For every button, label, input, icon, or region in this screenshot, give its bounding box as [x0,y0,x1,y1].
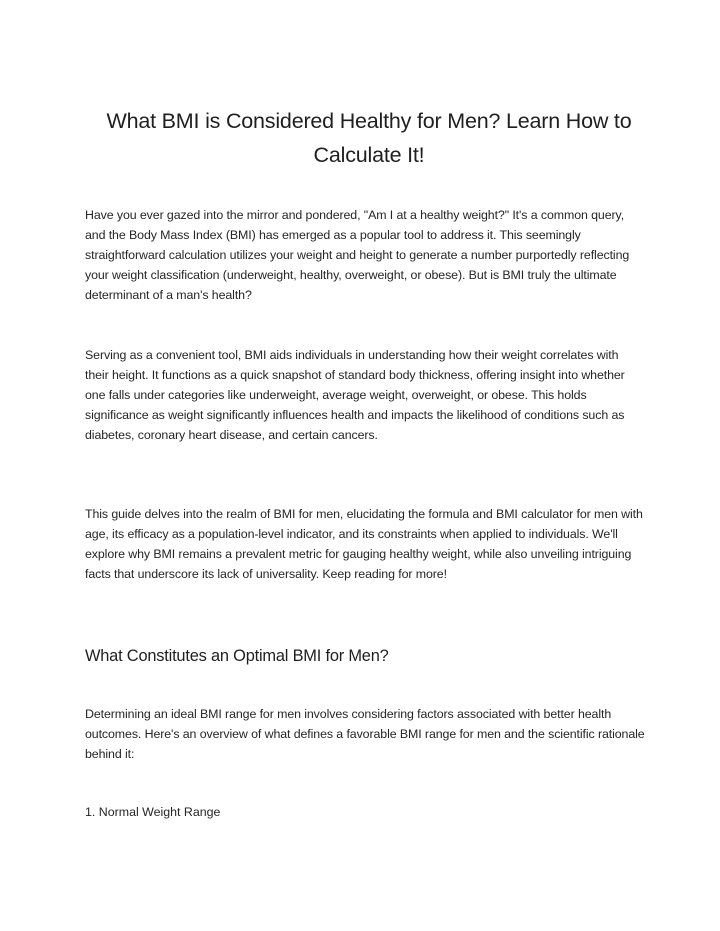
section-heading: What Constitutes an Optimal BMI for Men? [85,647,389,665]
document-title: What BMI is Considered Healthy for Men? Learn How to Calculate It! [106,109,632,167]
intro-paragraph: Have you ever gazed into the mirror and pondered, "Am I at a healthy weight?" It's a common query, and the Body Mass Index (BMI) has emerged as a popular tool to address it. This seemingly straightforward calculation utilizes your weight and height to generate a number purportedly reflecting your weight classification (underweight, healthy, overweight, or obese). But is BMI truly the ultimate determinant of a man's health? [85,208,630,302]
section-paragraph: Determining an ideal BMI range for men involves considering factors associated with better health outcomes. Here's an overview of what defines a favorable BMI range for men and the scientific rationale behind it: [85,707,645,761]
third-paragraph: This guide delves into the realm of BMI for men, elucidating the formula and BMI calculator for men with age, its efficacy as a population-level indicator, and its constraints when applied to individuals. We'll explore why BMI remains a prevalent metric for gauging healthy weight, while also unveiling intriguing facts that underscore its lack of universality. Keep reading for more! [85,507,643,581]
second-paragraph: Serving as a convenient tool, BMI aids individuals in understanding how their weight correlates with their height. It functions as a quick snapshot of standard body thickness, offering insight into whether one falls under categories like underweight, average weight, overweight, or obese. This holds significance as weight significantly influences health and impacts the likelihood of conditions such as diabetes, coronary heart disease, and certain cancers. [85,348,625,442]
list-item: 1. Normal Weight Range [85,805,221,819]
